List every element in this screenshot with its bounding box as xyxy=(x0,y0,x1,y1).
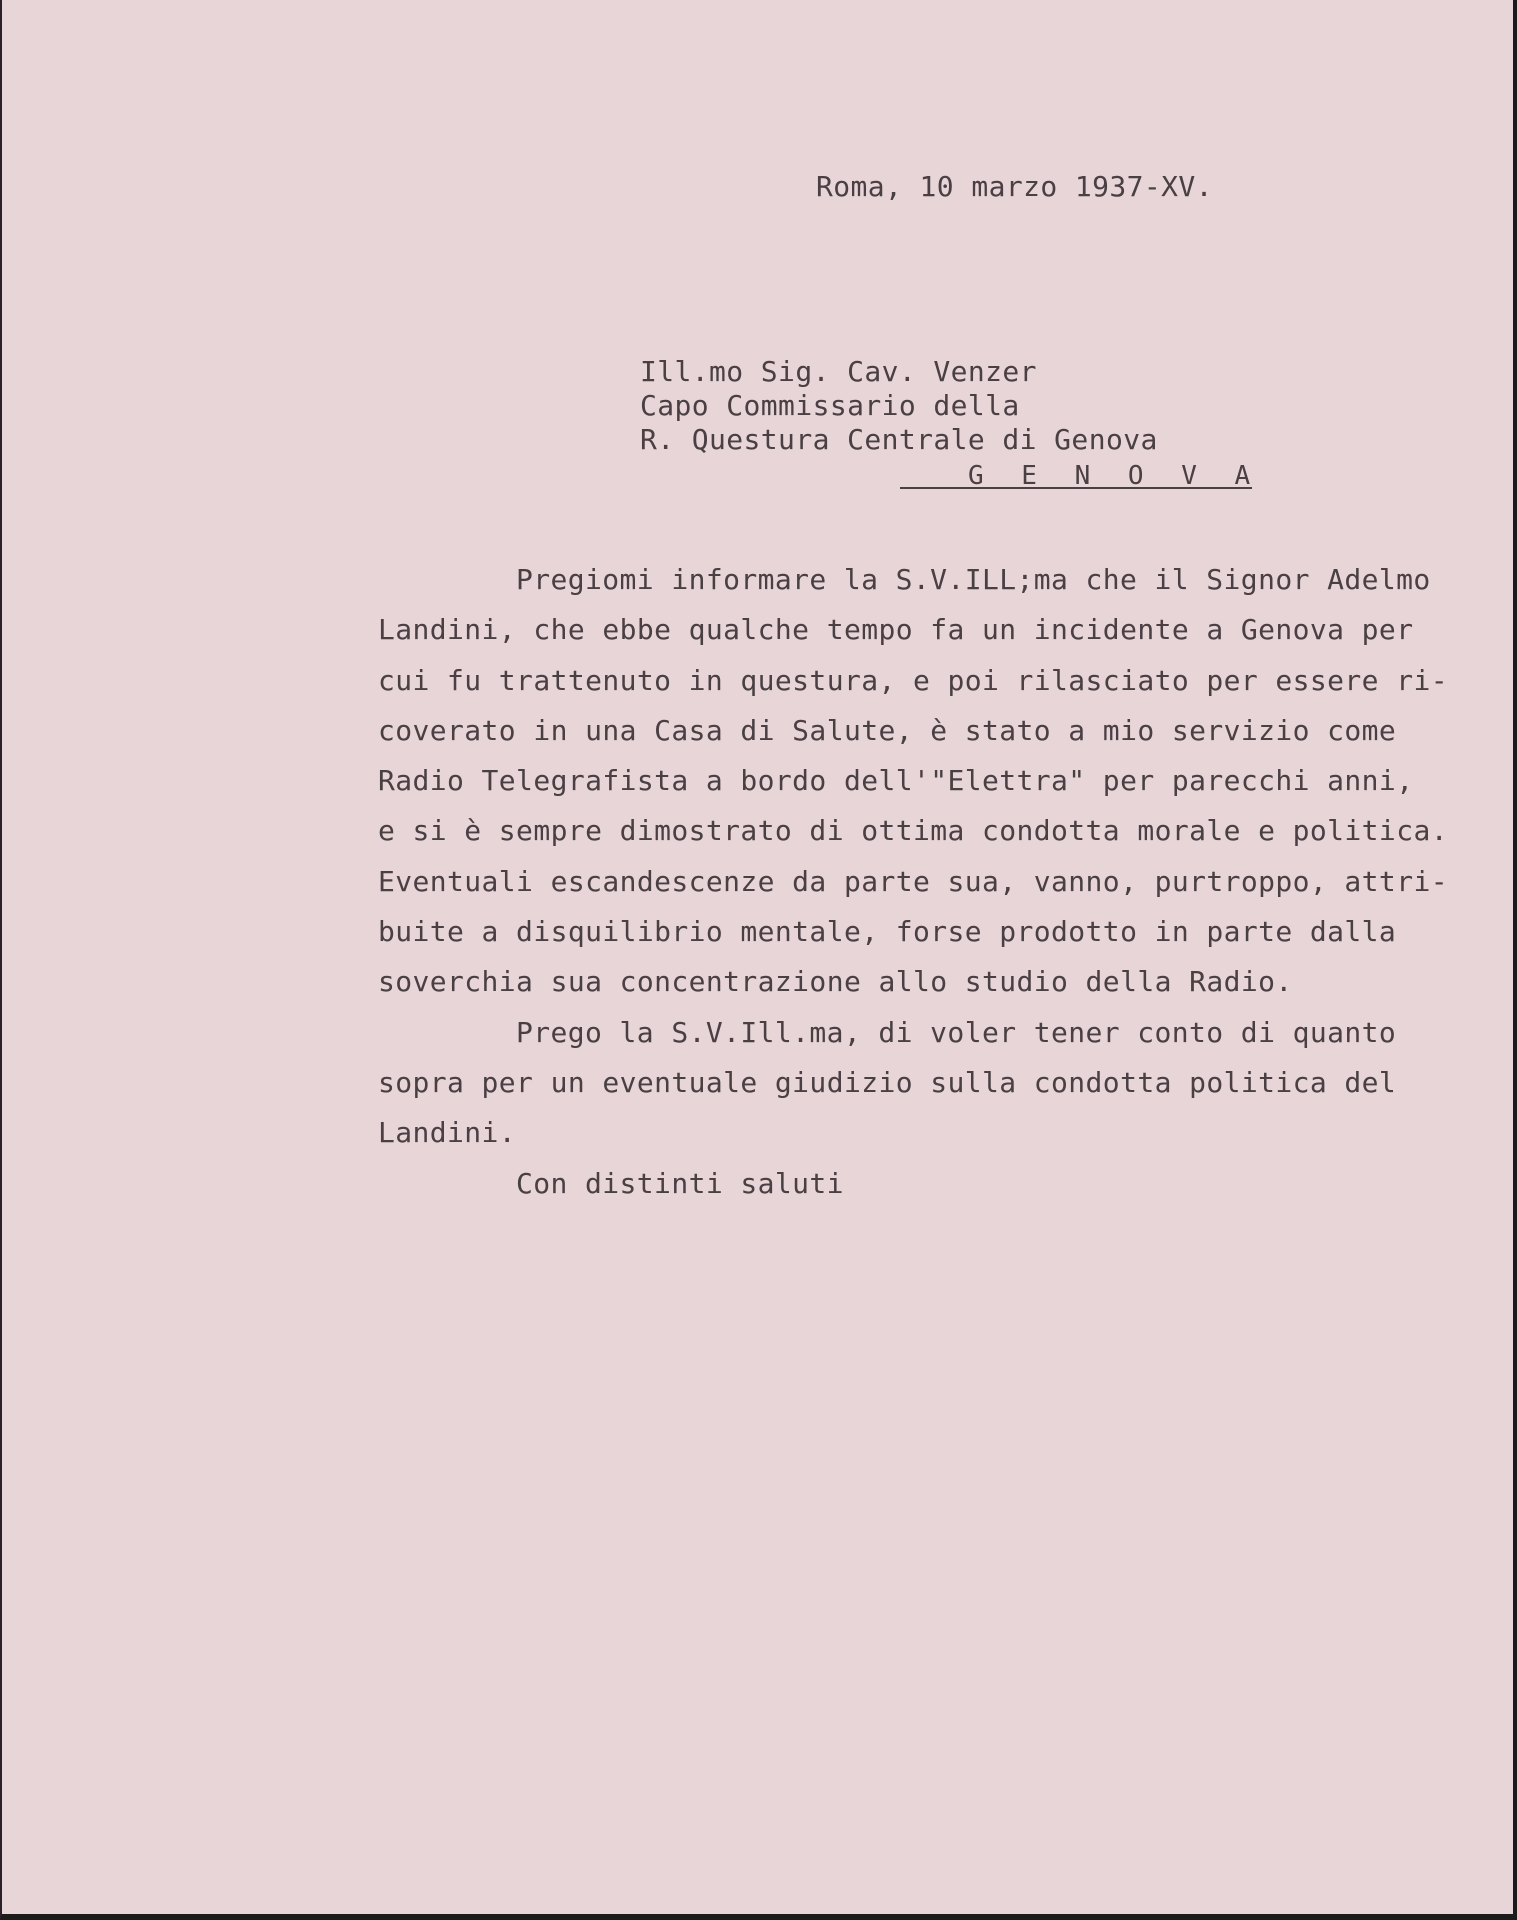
city-underline xyxy=(900,487,1252,489)
body-line: Landini, che ebbe qualche tempo fa un incidente a Genova per xyxy=(378,613,1414,647)
closing-salutation: Con distinti saluti xyxy=(516,1166,844,1200)
body-line: buite a disquilibrio mentale, forse prodotto in parte dalla xyxy=(378,915,1397,949)
recipient-title: Capo Commissario della xyxy=(640,389,1020,422)
body-line: Landini. xyxy=(378,1116,517,1150)
body-line: Prego la S.V.Ill.ma, di voler tener conto di quanto xyxy=(516,1015,1397,1049)
letter-body xyxy=(378,555,1468,1209)
body-line: Eventuali escandescenze da parte sua, vanno, purtroppo, attri- xyxy=(378,864,1448,898)
body-line: e si è sempre dimostrato di ottima condotta morale e politica. xyxy=(378,814,1448,848)
recipient-name: Ill.mo Sig. Cav. Venzer xyxy=(640,355,1037,388)
body-line: coverato in una Casa di Salute, è stato a mio servizio come xyxy=(378,713,1397,747)
letter-date: Roma, 10 marzo 1937-XV. xyxy=(816,170,1213,203)
body-line: cui fu trattenuto in questura, e poi rilasciato per essere ri- xyxy=(378,663,1448,697)
recipient-office: R. Questura Centrale di Genova xyxy=(640,423,1158,456)
body-line: Radio Telegrafista a bordo dell'"Elettra" per parecchi anni, xyxy=(378,764,1414,798)
body-line: soverchia sua concentrazione allo studio della Radio. xyxy=(378,965,1293,999)
recipient-city: G E N O V A xyxy=(968,461,1262,491)
body-line: Pregiomi informare la S.V.ILL;ma che il Signor Adelmo xyxy=(516,563,1431,596)
body-line: sopra per un eventuale giudizio sulla condotta politica del xyxy=(378,1065,1397,1099)
